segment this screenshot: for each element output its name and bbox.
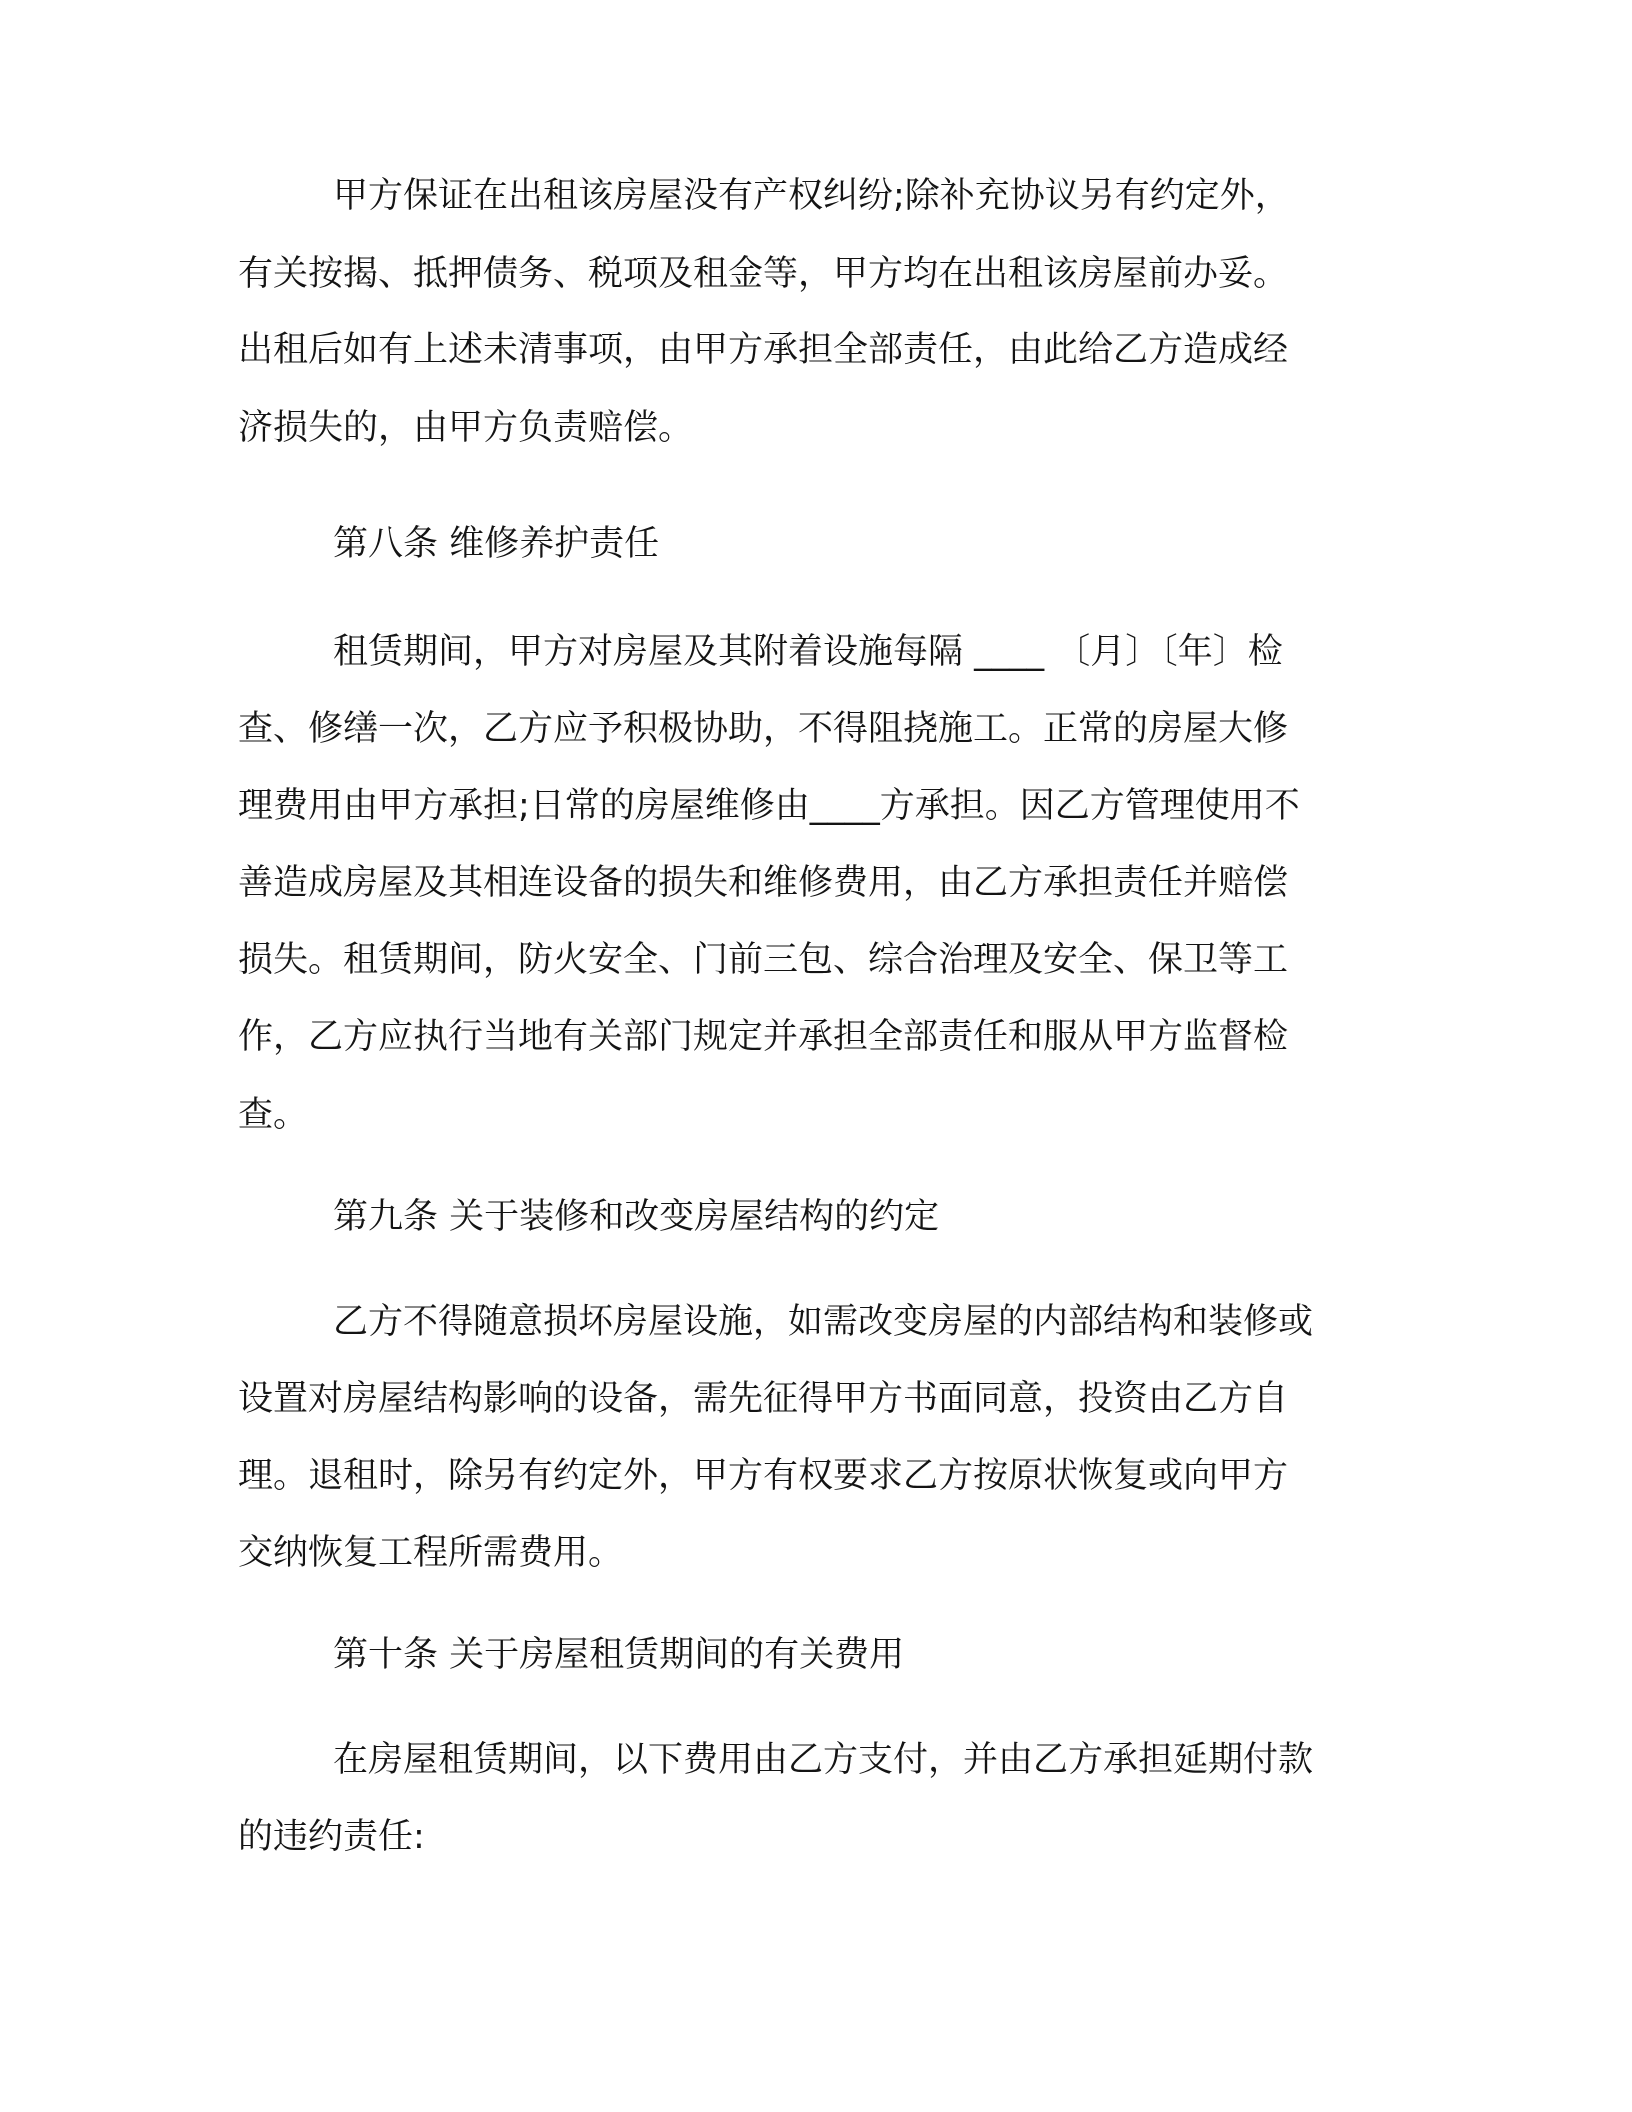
text-line: 作，乙方应执行当地有关部门规定并承担全部责任和服从甲方监督检 <box>238 1017 1289 1057</box>
article-8-heading: 第八条 维修养护责任 <box>333 524 660 564</box>
text-line: 理费用由甲方承担;日常的房屋维修由____方承担。因乙方管理使用不 <box>238 786 1300 826</box>
text-line: 损失。租赁期间，防火安全、门前三包、综合治理及安全、保卫等工 <box>238 940 1289 980</box>
text-line: 租赁期间，甲方对房屋及其附着设施每隔 ____ 〔月〕〔年〕检 <box>333 632 1283 672</box>
text-line: 乙方不得随意损坏房屋设施，如需改变房屋的内部结构和装修或 <box>333 1302 1314 1342</box>
text-line: 查、修缮一次，乙方应予积极协助，不得阻挠施工。正常的房屋大修 <box>238 709 1289 749</box>
text-line: 甲方保证在出租该房屋没有产权纠纷;除补充协议另有约定外， <box>333 176 1290 216</box>
text-line: 济损失的，由甲方负责赔偿。 <box>238 408 694 448</box>
text-line: 善造成房屋及其相连设备的损失和维修费用，由乙方承担责任并赔偿 <box>238 863 1289 903</box>
text-line: 出租后如有上述未清事项，由甲方承担全部责任，由此给乙方造成经 <box>238 330 1289 370</box>
text-line: 交纳恢复工程所需费用。 <box>238 1533 624 1573</box>
text-line: 在房屋租赁期间，以下费用由乙方支付，并由乙方承担延期付款 <box>333 1740 1314 1780</box>
text-line: 查。 <box>238 1095 309 1135</box>
text-line: 理。退租时，除另有约定外，甲方有权要求乙方按原状恢复或向甲方 <box>238 1456 1289 1496</box>
text-line: 设置对房屋结构影响的设备，需先征得甲方书面同意，投资由乙方自 <box>238 1379 1289 1419</box>
article-9-heading: 第九条 关于装修和改变房屋结构的约定 <box>333 1197 940 1237</box>
text-line: 的违约责任: <box>238 1817 425 1857</box>
article-10-heading: 第十条 关于房屋租赁期间的有关费用 <box>333 1635 905 1675</box>
text-line: 有关按揭、抵押债务、税项及租金等，甲方均在出租该房屋前办妥。 <box>238 254 1289 294</box>
